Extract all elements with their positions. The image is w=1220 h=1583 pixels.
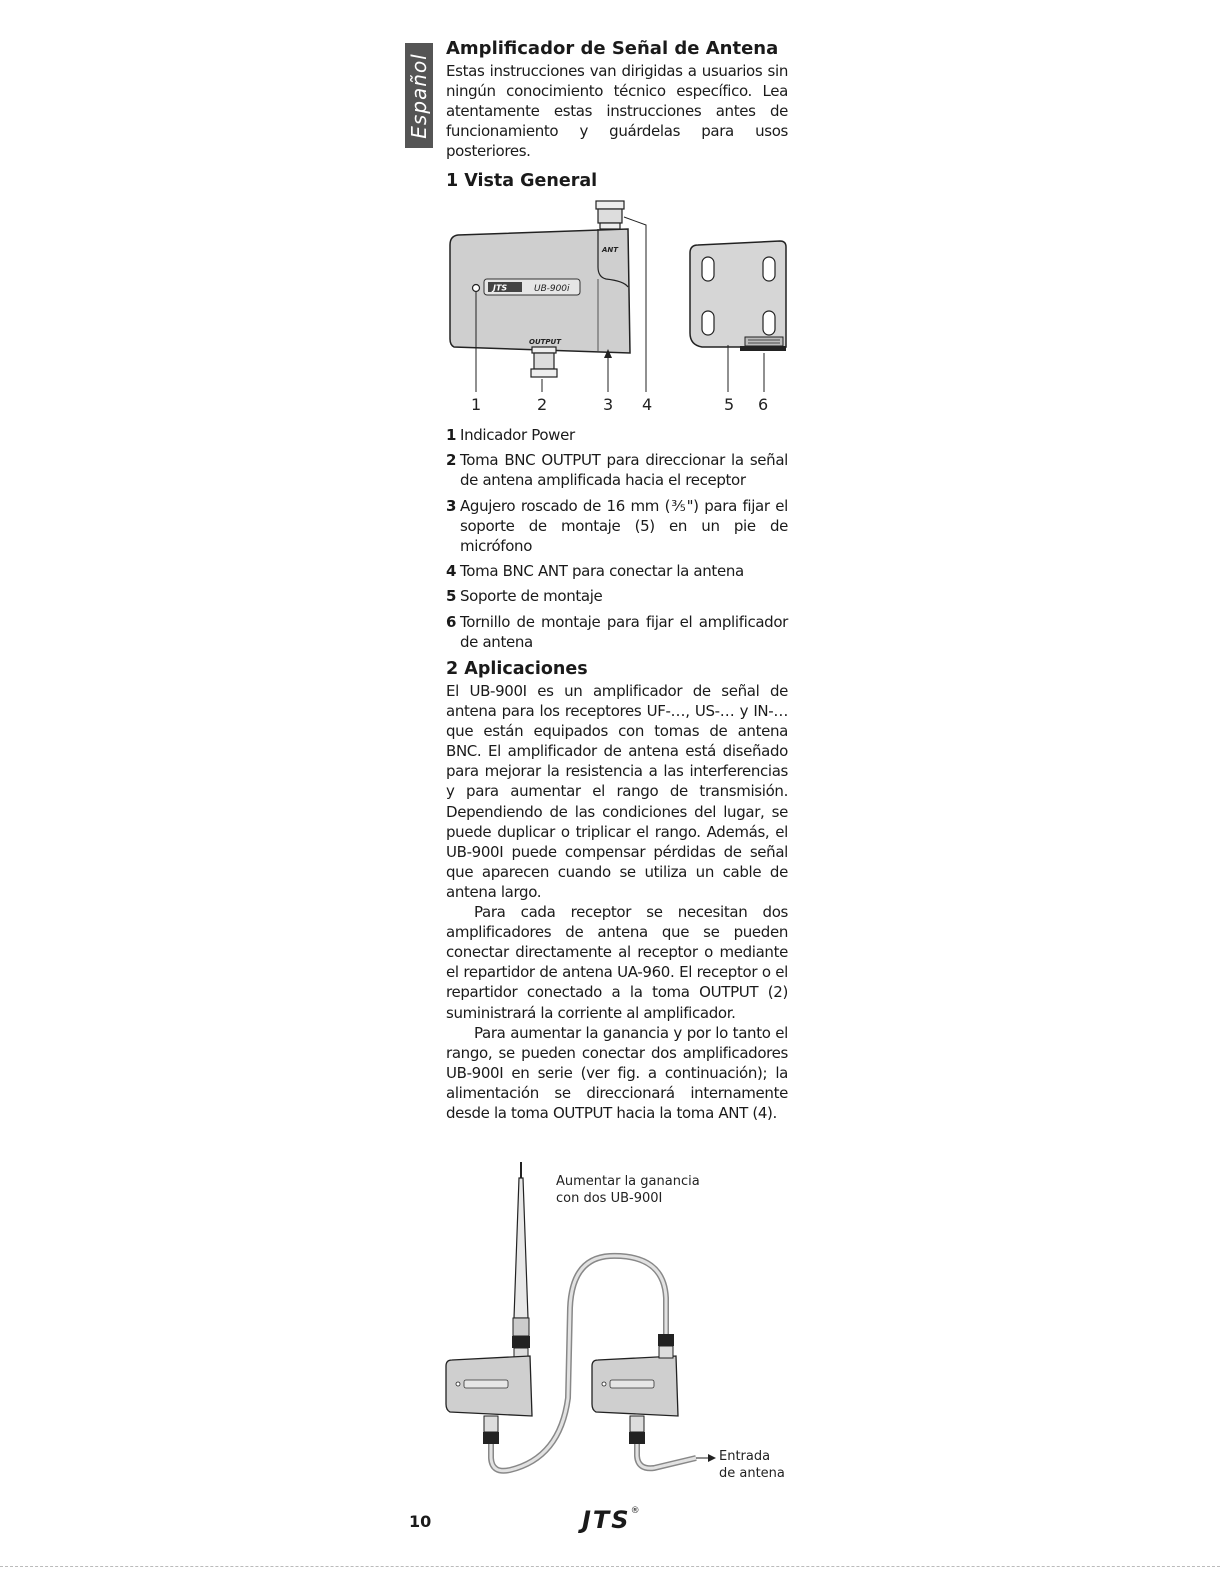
output-connector: [531, 347, 557, 377]
section1-title: 1 Vista General: [446, 171, 598, 191]
callout-4: 4: [642, 395, 653, 414]
plate-brand: JTS: [493, 283, 508, 293]
list-item: 3 Agujero roscado de 16 mm (⅗") para fijar el soporte de montaje (5) en un pie de micrófono: [446, 496, 788, 556]
intro-block: [446, 37, 788, 161]
callout-1: 1: [471, 395, 482, 414]
section2-paragraph: Para aumentar la ganancia y por lo tanto el rango, se pueden conectar dos amplificadores UB-900I en serie (ver fig. a continuación); la alimentación se direccionará internamente desde la toma OUTPUT hacia la toma ANT (4).: [446, 1023, 788, 1122]
parts-list: [446, 425, 788, 652]
callout-6: 6: [758, 395, 769, 414]
section2-paragraph: El UB-900I es un amplificador de señal de antena para los receptores UF-…, US-… y IN-… que están equipados con tomas de antena BNC. El amplificador de antena está diseñado para mejorar la resistencia a las interferencias y para aumentar el rango de transmisión. Dependiendo de las condiciones del lugar, se puede duplicar o triplicar el rango. Además, el UB-900I puede compensar pérdidas de señal que aparecen cuando se utiliza un cable de antena largo.: [446, 682, 788, 901]
language-label: Español: [407, 52, 431, 139]
list-item: 5 Soporte de montaje: [446, 587, 603, 606]
plate-model: UB-900i: [534, 284, 570, 294]
cascade-figure: [440, 1158, 720, 1488]
list-item: 1 Indicador Power: [446, 426, 575, 444]
page-title: Amplificador de Señal de Antena: [446, 38, 779, 59]
section2-title: 2 Aplicaciones: [446, 659, 588, 679]
amplifier-left: [446, 1356, 532, 1444]
jts-logo: JTS®: [582, 1506, 642, 1534]
language-tab: [405, 43, 433, 148]
antenna: [512, 1162, 530, 1360]
page-edge-rule: [0, 1566, 1220, 1567]
section2-block: [446, 657, 788, 1123]
section2-paragraph: Para cada receptor se necesitan dos amplificadores de antena que se pueden conectar directamente al receptor o mediante el repartidor de antena UA-960. El receptor o el repartidor conectado a la toma OUTPUT (2) suministrará la corriente al amplificador.: [446, 903, 788, 1022]
callout-5: 5: [724, 395, 735, 414]
intro-paragraph: Estas instrucciones van dirigidas a usuarios sin ningún conocimiento técnico específico. Lea atentamente estas instrucciones antes de funcionamiento y guárdelas para usos posteriores.: [446, 62, 788, 161]
section1-heading-block: [446, 169, 788, 193]
parts-list-block: [446, 425, 788, 657]
list-item: 4 Toma BNC ANT para conectar la antena: [446, 562, 744, 581]
callout-3: 3: [603, 395, 614, 414]
input-label: Entrada de antena: [719, 1449, 785, 1481]
output-label: OUTPUT: [529, 338, 561, 346]
figure2-caption: Aumentar la ganancia con dos UB-900I: [556, 1174, 700, 1206]
amplifier-right: [592, 1334, 678, 1444]
power-led: [473, 285, 480, 292]
list-item: 2 Toma BNC OUTPUT para direccionar la señal de antena amplificada hacia el receptor: [446, 451, 788, 490]
ant-connector: [596, 201, 624, 229]
callout-2: 2: [537, 395, 548, 414]
page-number: 10: [409, 1512, 432, 1531]
overview-figure: [440, 195, 800, 420]
mounting-screw: [740, 337, 786, 351]
ant-label: ANT: [602, 246, 619, 254]
list-item: 6 Tornillo de montaje para fijar el amplificador de antena: [446, 612, 788, 651]
